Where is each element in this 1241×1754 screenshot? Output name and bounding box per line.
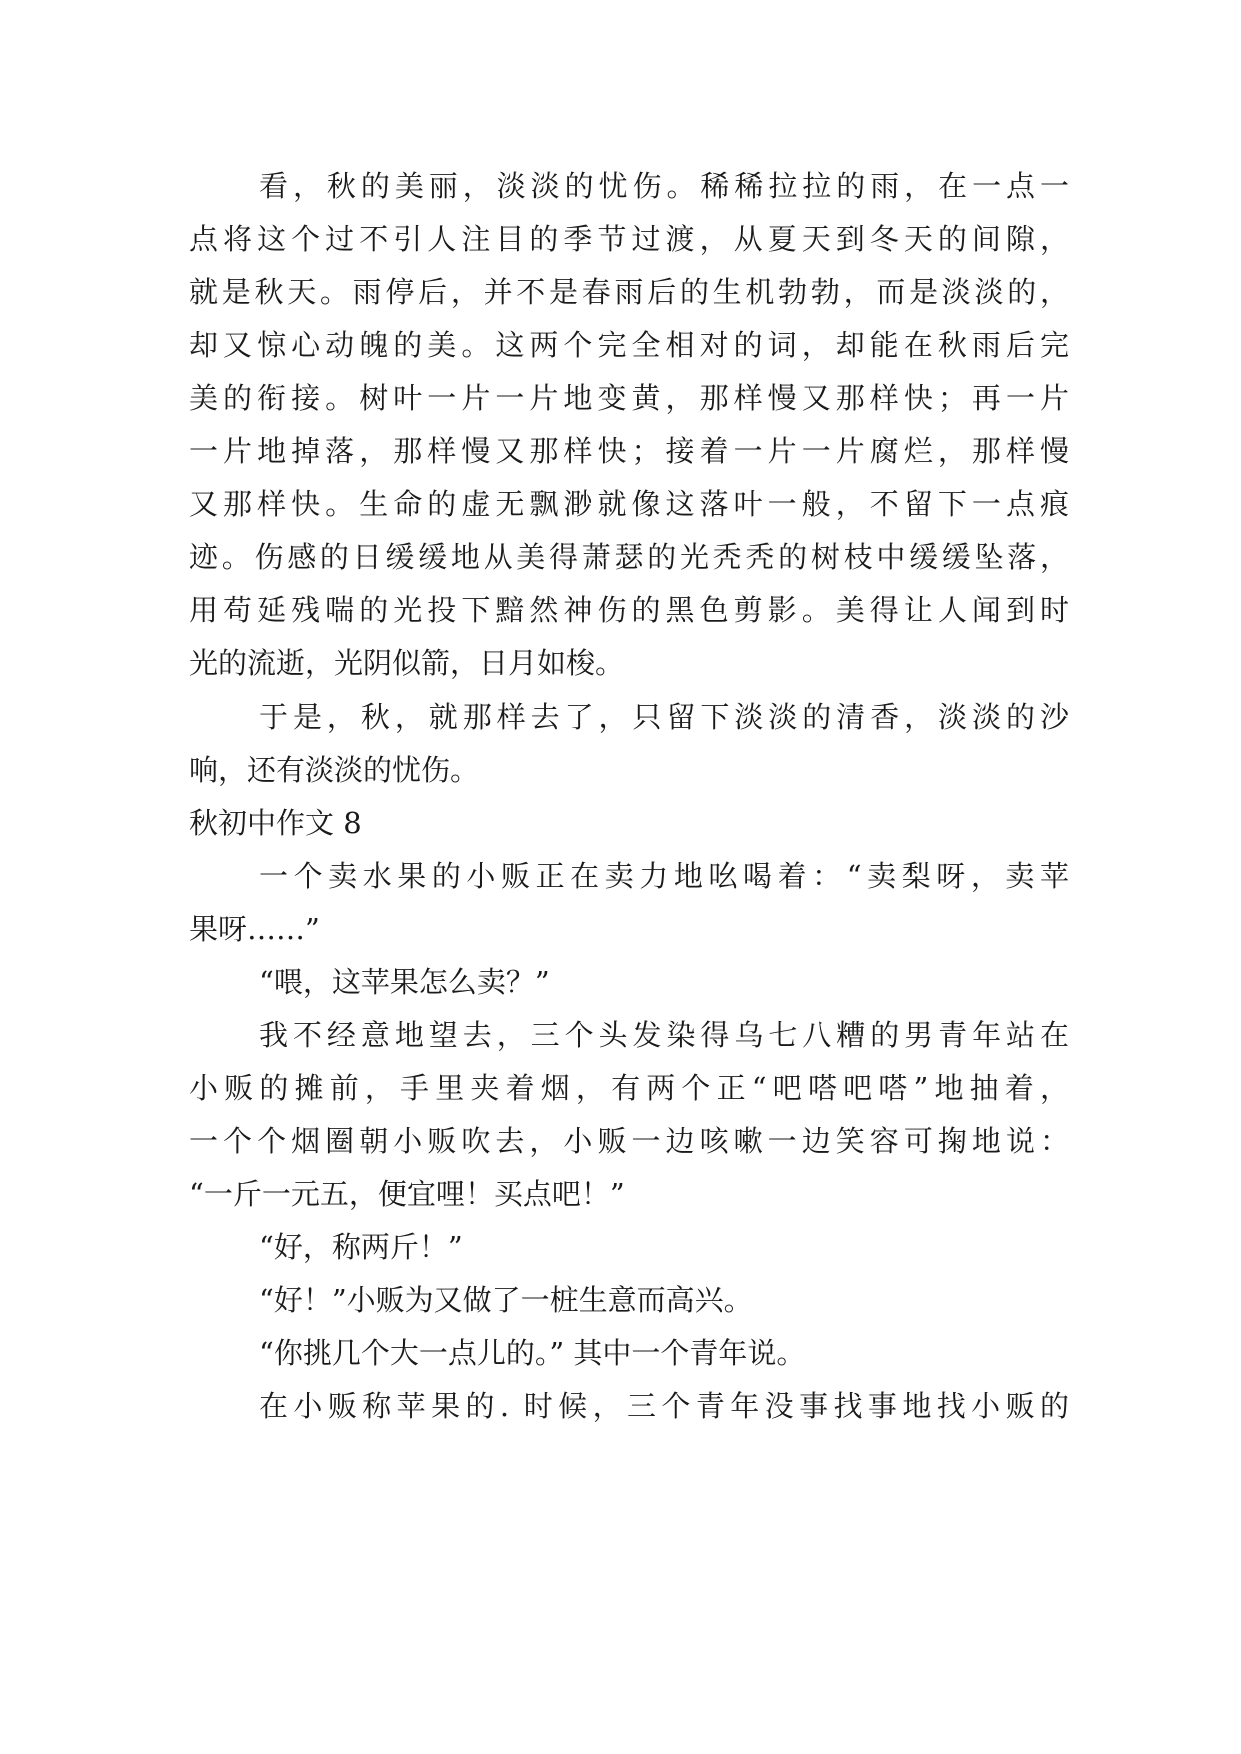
text-line: 我不经意地望去，三个头发染得乌七八糟的男青年站在: [259, 1018, 1069, 1052]
text-line: 迹。伤感的日缓缓地从美得萧瑟的光秃秃的树枝中缓缓坠落，: [189, 540, 1069, 574]
text-line: 一个个烟圈朝小贩吹去，小贩一边咳嗽一边笑容可掬地说：: [189, 1124, 1069, 1158]
text-line: “好！”小贩为又做了一桩生意而高兴。: [259, 1283, 753, 1317]
text-line: 看，秋的美丽，淡淡的忧伤。稀稀拉拉的雨，在一点一: [259, 169, 1069, 203]
text-line: 点将这个过不引人注目的季节过渡，从夏天到冬天的间隙，: [189, 222, 1069, 256]
text-line: 又那样快。生命的虚无飘渺就像这落叶一般，不留下一点痕: [189, 487, 1069, 521]
text-line: “一斤一元五，便宜哩！买点吧！”: [189, 1177, 625, 1211]
text-line: 小贩的摊前，手里夹着烟，有两个正“吧嗒吧嗒”地抽着，: [189, 1071, 1069, 1105]
text-line: 用苟延残喘的光投下黯然神伤的黑色剪影。美得让人闻到时: [189, 593, 1069, 627]
text-line: 却又惊心动魄的美。这两个完全相对的词，却能在秋雨后完: [189, 328, 1069, 362]
text-line: 在小贩称苹果的. 时候，三个青年没事找事地找小贩的: [259, 1389, 1069, 1423]
text-line: 就是秋天。雨停后，并不是春雨后的生机勃勃，而是淡淡的，: [189, 275, 1069, 309]
text-line: “喂，这苹果怎么卖？”: [259, 965, 550, 999]
text-line: 一片地掉落，那样慢又那样快；接着一片一片腐烂，那样慢: [189, 434, 1069, 468]
text-line: “好，称两斤！”: [259, 1230, 463, 1264]
text-line: 一个卖水果的小贩正在卖力地吆喝着：“卖梨呀，卖苹: [259, 859, 1069, 893]
text-line: 果呀……”: [189, 912, 320, 946]
section-title: 秋初中作文 8: [189, 806, 362, 840]
text-line: 光的流逝，光阴似箭，日月如梭。: [189, 646, 625, 680]
text-line: “你挑几个大一点儿的。” 其中一个青年说。: [259, 1336, 806, 1370]
text-line: 响，还有淡淡的忧伤。: [189, 753, 480, 787]
text-line: 美的衔接。树叶一片一片地变黄，那样慢又那样快；再一片: [189, 381, 1069, 415]
text-line: 于是，秋，就那样去了，只留下淡淡的清香，淡淡的沙: [259, 700, 1069, 734]
